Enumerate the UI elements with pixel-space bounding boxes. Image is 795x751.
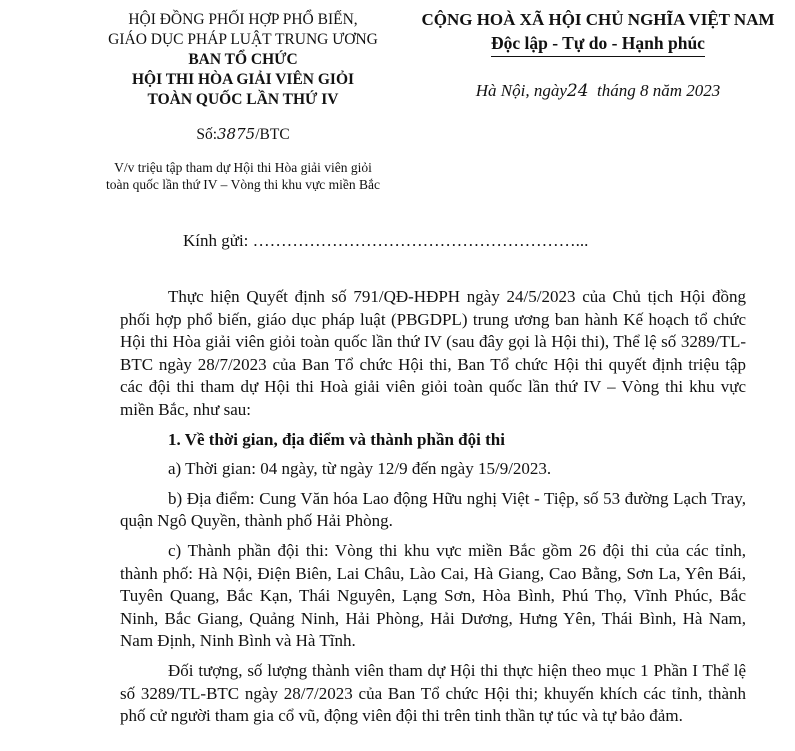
recipient-line: Kính gửi: …………………………………………………... [183,231,589,250]
document-number-value: 3875 [217,125,256,143]
agency-line-3: BAN TỔ CHỨC [188,51,298,68]
subject-line-2: toàn quốc lần thứ IV – Vòng thi khu vực miền Bắc [106,177,380,192]
national-title: CỘNG HOÀ XÃ HỘI CHỦ NGHĨA VIỆT NAM [421,10,775,29]
item-c-teams: c) Thành phần đội thi: Vòng thi khu vực miền Bắc gồm 26 đội thi của các tỉnh, thành phố: Hà Nội, Điện Biên, Lai Châu, Lào Cai, Hà Giang, Cao Bằng, Sơn La, Yên Bái, Tuyên Quang, Bắc Kạn, Thái Nguyên, Lạng Sơn, Hòa Bình, Phú Thọ, Vĩnh Phúc, Bắc Ninh, Bắc Giang, Quảng Ninh, Hải Phòng, Hải Dương, Hưng Yên, Thái Bình, Hà Nam, Nam Định, Ninh Bình và Hà Tĩnh. [120,540,746,651]
item-b-location: b) Địa điểm: Cung Văn hóa Lao động Hữu nghị Việt - Tiệp, số 53 đường Lạch Tray, quận Ngô Quyền, thành phố Hải Phòng. [120,488,746,531]
subject-line-1: V/v triệu tập tham dự Hội thi Hòa giải viên giỏi [114,160,372,175]
issuing-agency-block [98,10,388,193]
agency-line-5: TOÀN QUỐC LẦN THỨ IV [147,91,339,108]
issue-date-prefix: Hà Nội, ngày [475,81,567,100]
issue-date-suffix: tháng 8 năm 2023 [597,81,721,100]
intro-paragraph: Thực hiện Quyết định số 791/QĐ-HĐPH ngày 24/5/2023 của Chủ tịch Hội đồng phối hợp phổ biến, giáo dục pháp luật (PBGDPL) trung ương ban hành Kế hoạch tổ chức Hội thi Hòa giải viên giỏi toàn quốc lần thứ IV (sau đây gọi là Hội thi), Thể lệ số 3289/TL-BTC ngày 28/7/2023 của Ban Tổ chức Hội thi, Ban Tổ chức Hội thi quyết định triệu tập các đội thi tham dự Hội thi Hoà giải viên giỏi toàn quốc lần thứ IV – Vòng thi khu vực miền Bắc, như sau: [120,287,746,419]
agency-line-2: GIÁO DỤC PHÁP LUẬT TRUNG ƯƠNG [108,31,378,48]
subject-summary [98,159,388,193]
issue-date [418,81,778,101]
agency-line-1: HỘI ĐỒNG PHỐI HỢP PHỔ BIẾN, [128,11,358,28]
document-number-suffix: /BTC [255,126,290,143]
document-number-prefix: Số: [196,126,218,143]
section-1-heading: 1. Về thời gian, địa điểm và thành phần đội thi [168,429,505,449]
document-number [98,124,388,145]
issue-date-day: 24 [566,81,589,101]
national-header-block [418,10,778,101]
document-body [120,286,746,728]
agency-line-4: HỘI THI HÒA GIẢI VIÊN GIỎI [131,71,355,88]
participants-paragraph: Đối tượng, số lượng thành viên tham dự Hội thi thực hiện theo mục 1 Phần I Thể lệ số 3289/TL-BTC ngày 28/7/2023 của Ban Tổ chức Hội thi; khuyến khích các tỉnh, thành phố cử người tham gia cổ vũ, động viên đội thi trên tinh thần tự túc và tự bảo đảm. [120,660,746,726]
item-a-time: a) Thời gian: 04 ngày, từ ngày 12/9 đến ngày 15/9/2023. [168,459,552,479]
national-motto: Độc lập - Tự do - Hạnh phúc [491,30,705,57]
